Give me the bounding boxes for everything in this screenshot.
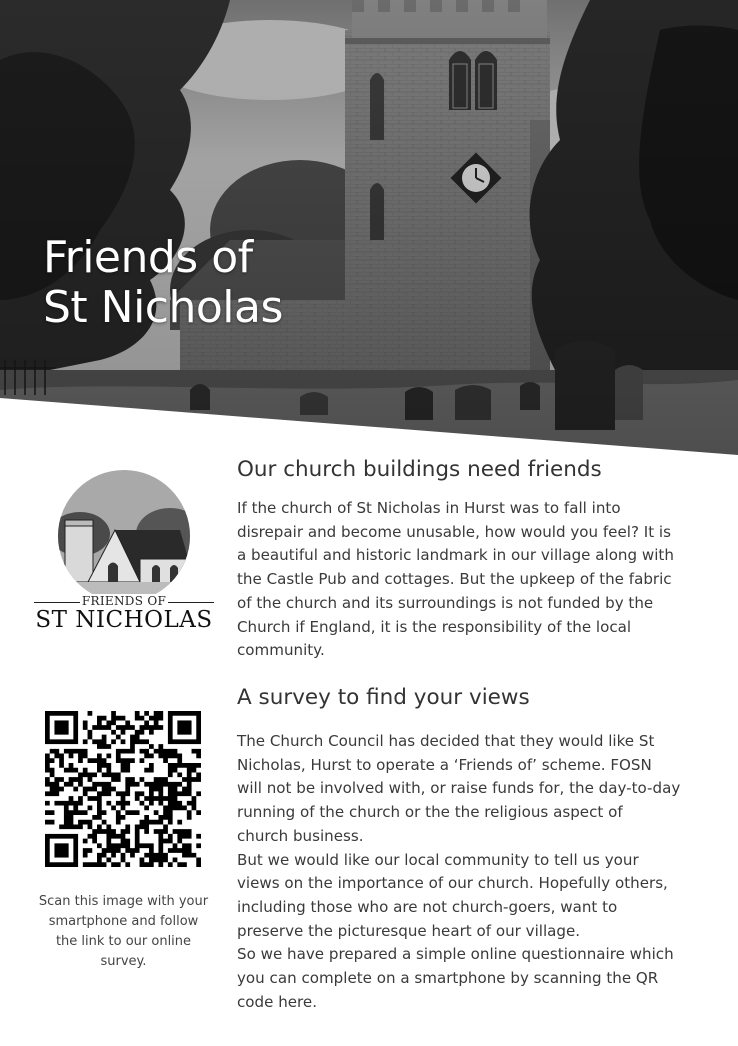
church-logo-icon <box>20 464 228 594</box>
body-line: preserve the picturesque heart of our village. <box>237 921 581 940</box>
body-line: Nicholas, Hurst to operate a ‘Friends of’ scheme. FOSN <box>237 755 652 774</box>
section-body-friends <box>237 497 727 663</box>
section-heading-survey: A survey to find your views <box>237 685 530 710</box>
body-line: So we have prepared a simple online questionnaire which <box>237 945 674 964</box>
church-photo <box>0 0 738 460</box>
body-line: If the church of St Nicholas in Hurst was to fall into <box>237 499 621 517</box>
friends-of-st-nicholas-logo <box>20 464 228 636</box>
body-line: including those who are not church-goers, want to <box>237 897 618 916</box>
body-line: church business. <box>237 826 364 845</box>
logo-big-text: ST NICHOLAS <box>35 607 213 633</box>
logo-small-text: FRIENDS OF <box>81 594 167 608</box>
page-title <box>43 233 283 333</box>
section-body-survey <box>237 730 727 1014</box>
qr-code[interactable] <box>45 711 201 867</box>
body-line: Church if England, it is the responsibility of the local <box>237 617 632 636</box>
body-line: you can complete on a smartphone by scanning the QR <box>237 969 659 988</box>
body-line: community. <box>237 641 325 660</box>
body-line: But we would like our local community to tell us your <box>237 850 639 869</box>
body-line: a beautiful and historic landmark in our village along with <box>237 546 674 565</box>
body-line: disrepair and become unusable, how would you feel? It is <box>237 522 671 541</box>
body-line: the Castle Pub and cottages. But the upkeep of the fabric <box>237 570 672 589</box>
body-line: views on the importance of our church. Hopefully others, <box>237 874 668 893</box>
section-heading-friends: Our church buildings need friends <box>237 457 602 482</box>
body-line: will not be involved with, or raise funds for, the day-to-day <box>237 779 681 798</box>
qr-finder-top-right <box>168 711 201 744</box>
title-line: Friends of <box>43 232 253 283</box>
church-photo-illustration <box>0 0 738 460</box>
qr-finder-bottom-left <box>45 834 78 867</box>
qr-finder-top-left <box>45 711 78 744</box>
body-line: running of the church or the the religious aspect of <box>237 803 623 822</box>
body-line: code here. <box>237 992 318 1011</box>
body-line: of the church and its surroundings is not funded by the <box>237 593 654 612</box>
body-line: The Church Council has decided that they would like St <box>237 732 655 750</box>
qr-caption: Scan this image with your smartphone and follow the link to our online survey. <box>38 894 209 969</box>
title-line: St Nicholas <box>43 282 283 333</box>
